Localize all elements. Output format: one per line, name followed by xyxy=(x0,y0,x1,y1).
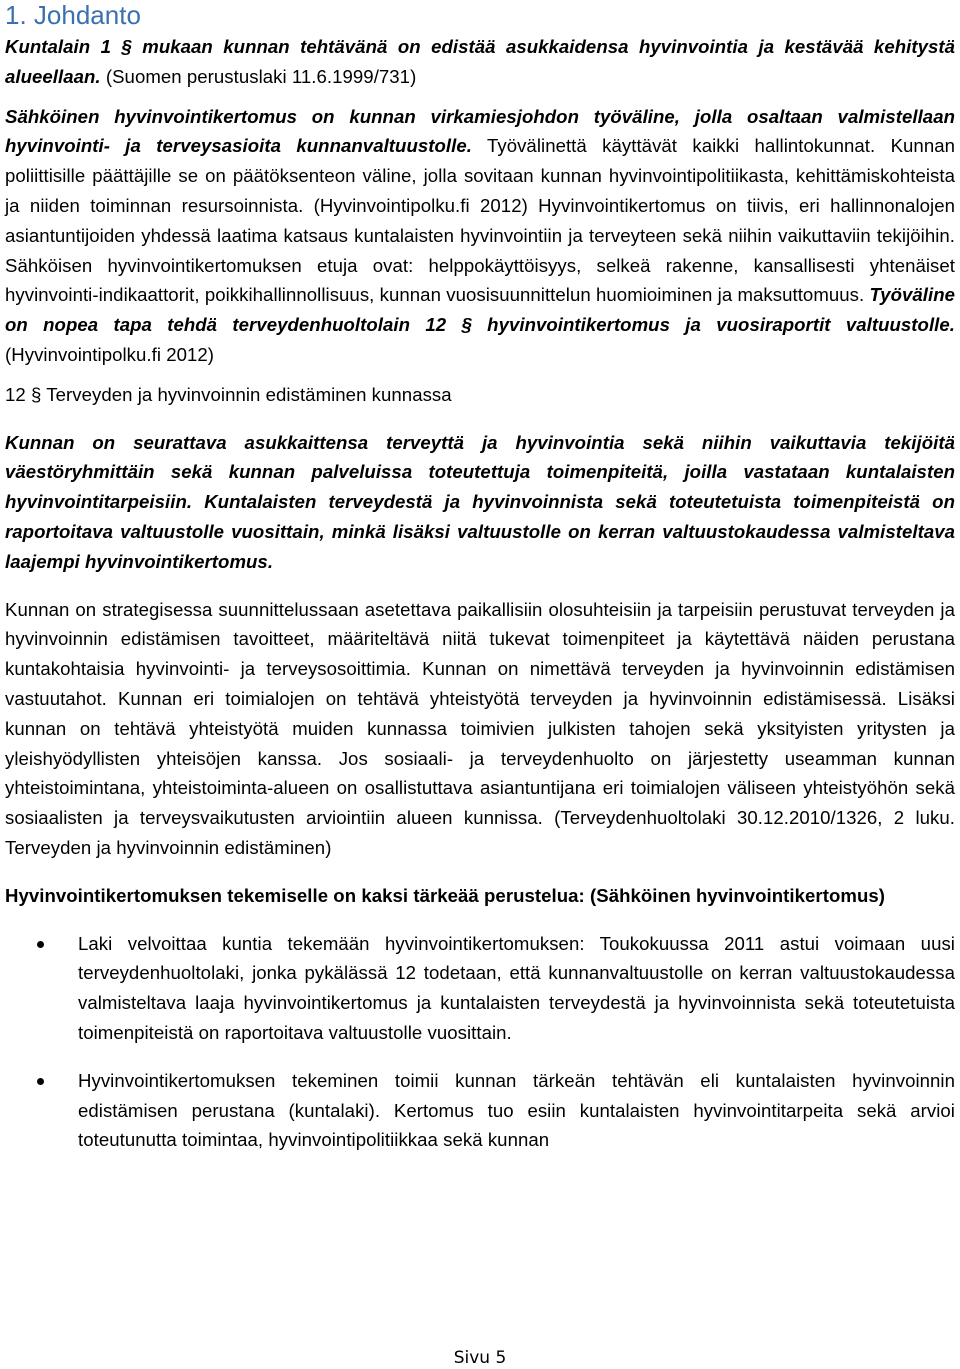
paragraph-hk-text-2: (Hyvinvointipolku.fi 2012) xyxy=(5,343,215,365)
paragraph-hyvinvointikertomus xyxy=(5,102,955,370)
section-heading xyxy=(5,0,955,32)
bullet-dot-icon xyxy=(37,1078,44,1085)
section-number: 1. xyxy=(5,0,27,30)
paragraph-kuntalaki-ref: (Suomen perustuslaki 11.6.1999/731) xyxy=(100,65,417,87)
page-number: Sivu 5 xyxy=(453,1348,507,1368)
paragraph-kuntalaki-bold: Kuntalain 1 § mukaan kunnan tehtävänä on edistää asukkaidensa hyvinvointia ja kestävää kehitystä alueellaan. xyxy=(5,36,955,87)
section-title: Johdanto xyxy=(33,0,141,30)
list-item xyxy=(5,929,955,1048)
list-item xyxy=(5,1066,955,1155)
list-item-text: Laki velvoittaa kuntia tekemään hyvinvointikertomuksen: Toukokuussa 2011 astui voimaan uusi terveydenhuoltolaki, jonka pykälässä 12 todetaan, että kunnanvaltuustolle on kerran valtuustokaudessa valmisteltava laaja hyvinvointikertomus ja kuntalaisten terveydestä ja hyvinvoinnista sekä toteutetuista toimenpiteistä on raportoitava valtuustolle vuosittain. xyxy=(78,932,955,1043)
paragraph-strategia: Kunnan on strategisessa suunnittelussaan asetettava paikallisiin olosuhteisiin ja tarpeisiin perustuvat terveyden ja hyvinvoinnin edistämisen tavoitteet, määriteltävä niitä tukevat toimenpiteet ja käytettävä näiden perustana kuntakohtaisia hyvinvointi- ja terveysosoittimia. Kunnan on nimettävä terveyden ja hyvinvoinnin edistämisen vastuutahot. Kunnan eri toimialojen on tehtävä yhteistyötä terveyden ja hyvinvoinnin edistämisessä. Lisäksi kunnan on tehtävä yhteistyötä muiden kunnassa toimivien julkisten tahojen sekä yksityisten yritysten ja yleishyödyllisten yhteisöjen kanssa. Jos sosiaali- ja terveydenhuolto on järjestetty useamman kunnan yhteistoimintana, yhteistoiminta-alueen on osallistuttava asiantuntijana eri toimialojen väliseen yhteistyöhön sekä sosiaalisten ja terveysvaikutusten arviointiin alueen kunnissa. (Terveydenhuoltolaki 30.12.2010/1326, 2 luku. Terveyden ja hyvinvoinnin edistäminen) xyxy=(5,598,955,858)
paragraph-perustelut: Hyvinvointikertomuksen tekemiselle on kaksi tärkeää perustelua: (Sähköinen hyvinvointikertomus) xyxy=(5,884,885,906)
law-section-text: Kunnan on seurattava asukkaittensa terveyttä ja hyvinvointia sekä niihin vaikuttavia tekijöitä väestöryhmittäin sekä kunnan palveluissa toteutettuja toimenpiteitä, joilla vastataan kuntalaisten hyvinvointitarpeisiin. Kuntalaisten terveydestä ja hyvinvoinnista sekä toteutetuista toimenpiteistä on raportoitava valtuustolle vuosittain, minkä lisäksi valtuustolle on kerran valtuustokaudessa valmisteltava laajempi hyvinvointikertomus. xyxy=(5,431,955,572)
paragraph-kuntalaki xyxy=(5,32,955,92)
bullet-list xyxy=(5,929,955,1156)
paragraph-hk-text-1: Työvälinettä käyttävät kaikki hallintokunnat. Kunnan poliittisille päättäjille se on päätöksenteon väline, jolla sovitaan kunnan hyvinvointipolitiikasta, kehittämiskohteista ja niiden toiminnan resursoinnista. (Hyvinvointipolku.fi 2012) Hyvinvointikertomus on tiivis, eri hallinnonalojen asiantuntijoiden yhdessä laatima katsaus kuntalaisten hyvinvointiin ja terveyteen sekä niihin vaikuttaviin tekijöihin. Sähköisen hyvinvointikertomuksen etuja ovat: helppokäyttöisyys, selkeä rakenne, kansallisesti yhtenäiset hyvinvointi-indikaattorit, poikkihallinnollisuus, kunnan vuosisuunnittelun huomioiminen ja maksuttomuus. xyxy=(5,135,955,306)
document-page xyxy=(5,0,955,1155)
bullet-dot-icon xyxy=(37,941,44,948)
page-footer xyxy=(0,1347,960,1369)
paragraph-hk-bold-2: Työväline on nopea tapa tehdä terveydenhuoltolain 12 § hyvinvointikertomus ja vuosiraportit valtuustolle. xyxy=(5,284,955,336)
list-item-text: Hyvinvointikertomuksen tekeminen toimii kunnan tärkeän tehtävän eli kuntalaisten hyvinvoinnin edistämisen perustana (kuntalaki). Kertomus tuo esiin kuntalaisten hyvinvointitarpeita sekä arvioi toteutunutta toimintaa, hyvinvointipolitiikkaa sekä kunnan xyxy=(78,1069,955,1151)
law-section-title: 12 § Terveyden ja hyvinvoinnin edistäminen kunnassa xyxy=(5,383,452,405)
paragraph-hk-bold-1: Sähköinen hyvinvointikertomus on kunnan virkamiesjohdon työväline, jolla osaltaan valmistellaan hyvinvointi- ja terveysasioita kunnanvaltuustolle. xyxy=(5,105,955,157)
